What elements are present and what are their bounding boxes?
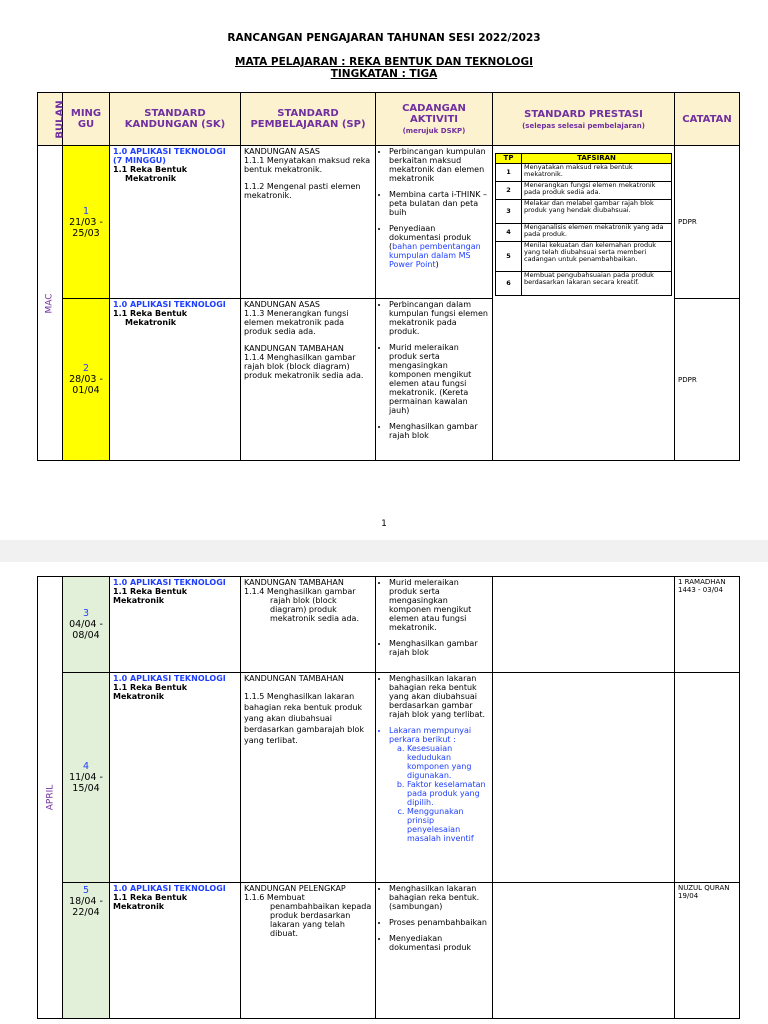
- document-title: RANCANGAN PENGAJARAN TAHUNAN SESI 2022/2023: [227, 32, 541, 44]
- sp-heading: KANDUNGAN TAMBAHAN: [244, 674, 344, 683]
- week-cell: [63, 673, 110, 883]
- aktiviti-cell: [376, 146, 493, 299]
- week-dates: 04/04 - 08/04: [69, 619, 103, 641]
- sk-sub2: Mekatronik: [113, 902, 165, 911]
- prestasi-cell: [493, 577, 675, 673]
- sk-cell: [110, 577, 241, 673]
- week-number: 3: [82, 608, 90, 619]
- sp-item: 1.1.1 Menyatakan maksud reka bentuk mekatronik.: [244, 156, 371, 174]
- activity-item: • Murid meleraikan produk serta mengasingkan komponen mengikut elemen atau fungsi mekatronik. (Kereta permainan kawalan jauh): [389, 343, 489, 415]
- sp-cell: [241, 146, 376, 299]
- catatan-cell: [675, 673, 740, 883]
- sp-item: 1.1.5 Menghasilkan lakaran bahagian reka bentuk produk yang akan diubahsuai berdasarkan gambarajah blok yang terlibat.: [244, 692, 365, 745]
- sp-item: penambahbaikan kepada produk berdasarkan lakaran yang telah dibuat.: [270, 902, 372, 938]
- col-prestasi-header: [493, 93, 675, 146]
- aktiviti-label: CADANGAN AKTIVITI: [402, 103, 466, 125]
- sk-cell: [110, 299, 241, 461]
- sk-sub: 1.1 Reka Bentuk: [113, 309, 188, 318]
- week-cell: [63, 577, 110, 673]
- week-cell: [63, 299, 110, 461]
- tp-row: 4 Menganalisis elemen mekatronik yang ada pada produk.: [496, 224, 672, 242]
- week-dates: 21/03 - 25/03: [69, 216, 103, 239]
- sk-title: 1.0 APLIKASI TEKNOLOGI: [113, 578, 226, 587]
- sp-cell: [241, 577, 376, 673]
- col-sp-header: STANDARD PEMBELAJARAN (SP): [241, 93, 376, 146]
- activity-item: • Menghasilkan gambar rajah blok: [389, 422, 489, 440]
- prestasi-cell: [493, 673, 675, 883]
- sp-cell: [241, 673, 376, 883]
- activity-subitem: a. Kesesuaian kedudukan komponen yang digunakan.: [407, 744, 489, 780]
- activity-item: • Perbincangan kumpulan berkaitan maksud mekatronik dan elemen mekatronik: [389, 147, 489, 183]
- tp-row: 1 Menyatakan maksud reka bentuk mekatronik.: [496, 164, 672, 182]
- col-aktiviti-header: [376, 93, 493, 146]
- activity-item: • Lakaran mempunyai perkara berikut : a. Kesesuaian kedudukan komponen yang digunakan. b. Faktor keselamatan pada produk yang dipilih. c. Menggunakan prinsip penyelesaian masalah inventif: [389, 726, 489, 843]
- sp-cell: [241, 299, 376, 461]
- sp-heading: KANDUNGAN TAMBAHAN: [244, 578, 344, 587]
- sk-cell: [110, 673, 241, 883]
- sp-heading: KANDUNGAN TAMBAHAN: [244, 344, 344, 353]
- sp-item: 1.1.2 Mengenal pasti elemen mekatronik.: [244, 182, 361, 200]
- sp-item: 1.1.3 Menerangkan fungsi elemen mekatronik pada produk sedia ada.: [244, 309, 349, 336]
- aktiviti-sub: (merujuk DSKP): [402, 127, 466, 135]
- month-mac: MAC: [38, 146, 63, 461]
- sp-item-number: 1.1.6 Membuat: [244, 893, 305, 902]
- prestasi-cell: [493, 883, 675, 1019]
- col-sk-header: STANDARD KANDUNGAN (SK): [110, 93, 241, 146]
- activity-subitem: c. Menggunakan prinsip penyelesaian masalah inventif: [407, 807, 489, 843]
- aktiviti-cell: [376, 577, 493, 673]
- activity-item: • Menghasilkan lakaran bahagian reka bentuk. (sambungan): [389, 884, 489, 911]
- prestasi-label: STANDARD PRESTASI: [524, 108, 643, 120]
- sk-cell: [110, 883, 241, 1019]
- activity-item: • Menghasilkan lakaran bahagian reka bentuk yang akan diubahsuai berdasarkan gambar rajah blok yang terlibat.: [389, 674, 489, 719]
- sp-item: 1.1.4 Menghasilkan gambar rajah blok (block diagram) produk mekatronik sedia ada.: [244, 353, 364, 380]
- table-row: [38, 577, 740, 673]
- sk-sub: 1.1 Reka Bentuk: [113, 165, 188, 174]
- sk-sub2: Mekatronik: [113, 692, 165, 701]
- activity-sublist: [389, 744, 489, 843]
- tp-row: 6 Membuat pengubahsuaian pada produk berdasarkan lakaran secara kreatif.: [496, 272, 672, 296]
- prestasi-cell: [493, 146, 675, 461]
- page-2: [0, 562, 768, 1024]
- sk-title: 1.0 APLIKASI TEKNOLOGI (7 MINGGU): [113, 147, 226, 165]
- sp-cell: [241, 883, 376, 1019]
- table-row: [38, 883, 740, 1019]
- week-number: 5: [82, 885, 90, 896]
- sk-sub: 1.1 Reka Bentuk: [113, 893, 188, 902]
- sp-item: rajah blok (block diagram) produk mekatronik sedia ada.: [270, 596, 359, 623]
- month-april: APRIL: [38, 577, 63, 1019]
- plan-table-page-2: [37, 576, 740, 1019]
- sp-heading: KANDUNGAN ASAS: [244, 147, 321, 156]
- sk-sub: 1.1 Reka Bentuk: [113, 587, 188, 596]
- plan-table-page-1: [37, 92, 740, 461]
- sk-title: 1.0 APLIKASI TEKNOLOGI: [113, 884, 226, 893]
- activity-item: • Perbincangan dalam kumpulan fungsi elemen mekatronik pada produk.: [389, 300, 489, 336]
- week-cell: [63, 883, 110, 1019]
- activity-item: • Penyediaan dokumentasi produk (bahan pembentangan kumpulan dalam MS Power Point): [389, 224, 489, 269]
- activity-item: • Proses penambahbaikan: [389, 918, 489, 927]
- activity-item: • Murid meleraikan produk serta mengasingkan komponen mengikut elemen atau fungsi mekatronik.: [389, 578, 489, 632]
- week-cell: [63, 146, 110, 299]
- sp-item-number: 1.1.4 Menghasilkan gambar: [244, 587, 356, 596]
- catatan-cell: NUZUL QURAN 19/04: [675, 883, 740, 1019]
- table-row: [38, 673, 740, 883]
- activity-item: • Menyediakan dokumentasi produk: [389, 934, 489, 952]
- col-catatan-header: CATATAN: [675, 93, 740, 146]
- col-minggu-header: MING GU: [63, 93, 110, 146]
- week-number: 2: [82, 363, 90, 374]
- sk-sub2: Mekatronik: [125, 174, 177, 183]
- catatan-cell: 1 RAMADHAN 1443 - 03/04: [675, 577, 740, 673]
- activity-item: • Menghasilkan gambar rajah blok: [389, 639, 489, 657]
- week-dates: 11/04 - 15/04: [69, 772, 103, 794]
- catatan-cell: PDPR: [675, 299, 740, 461]
- col-bulan-header: BULAN: [38, 93, 63, 146]
- tafsiran-header: TAFSIRAN: [522, 154, 672, 164]
- aktiviti-cell: [376, 883, 493, 1019]
- week-number: 4: [82, 761, 90, 772]
- tp-header: TP: [496, 154, 522, 164]
- page-number: 1: [381, 519, 387, 529]
- aktiviti-cell: [376, 673, 493, 883]
- sk-sub: 1.1 Reka Bentuk: [113, 683, 188, 692]
- sk-cell: [110, 146, 241, 299]
- sk-title: 1.0 APLIKASI TEKNOLOGI: [113, 300, 226, 309]
- activity-item: • Membina carta i-THINK – peta bulatan dan peta buih: [389, 190, 489, 217]
- form-title: TINGKATAN : TIGA: [330, 68, 438, 80]
- catatan-cell: PDPR: [675, 146, 740, 299]
- sp-heading: KANDUNGAN ASAS: [244, 300, 321, 309]
- activity-subitem: b. Faktor keselamatan pada produk yang dipilih.: [407, 780, 489, 807]
- activity-highlight: bahan pembentangan kumpulan dalam MS Power Point: [389, 242, 481, 269]
- aktiviti-cell: [376, 299, 493, 461]
- prestasi-sub: (selepas selesai pembelajaran): [522, 121, 645, 130]
- week-dates: 18/04 - 22/04: [69, 896, 103, 918]
- sp-heading: KANDUNGAN PELENGKAP: [244, 884, 346, 893]
- sk-title: 1.0 APLIKASI TEKNOLOGI: [113, 674, 226, 683]
- week-dates: 28/03 - 01/04: [69, 374, 103, 396]
- tp-row: 5 Menilai kekuatan dan kelemahan produk yang telah diubahsuai serta memberi cadangan untuk penambahbaikan.: [496, 242, 672, 272]
- week-number: 1: [82, 205, 90, 217]
- tp-row: 2 Menerangkan fungsi elemen mekatronik pada produk sedia ada.: [496, 182, 672, 200]
- tp-table: [495, 153, 672, 296]
- subject-title: MATA PELAJARAN : REKA BENTUK DAN TEKNOLOGI: [235, 56, 533, 68]
- sk-sub2: Mekatronik: [113, 596, 165, 605]
- sk-sub2: Mekatronik: [125, 318, 177, 327]
- tp-row: 3 Melakar dan melabel gambar rajah blok produk yang hendak diubahsuai.: [496, 200, 672, 224]
- table-row: [38, 146, 740, 299]
